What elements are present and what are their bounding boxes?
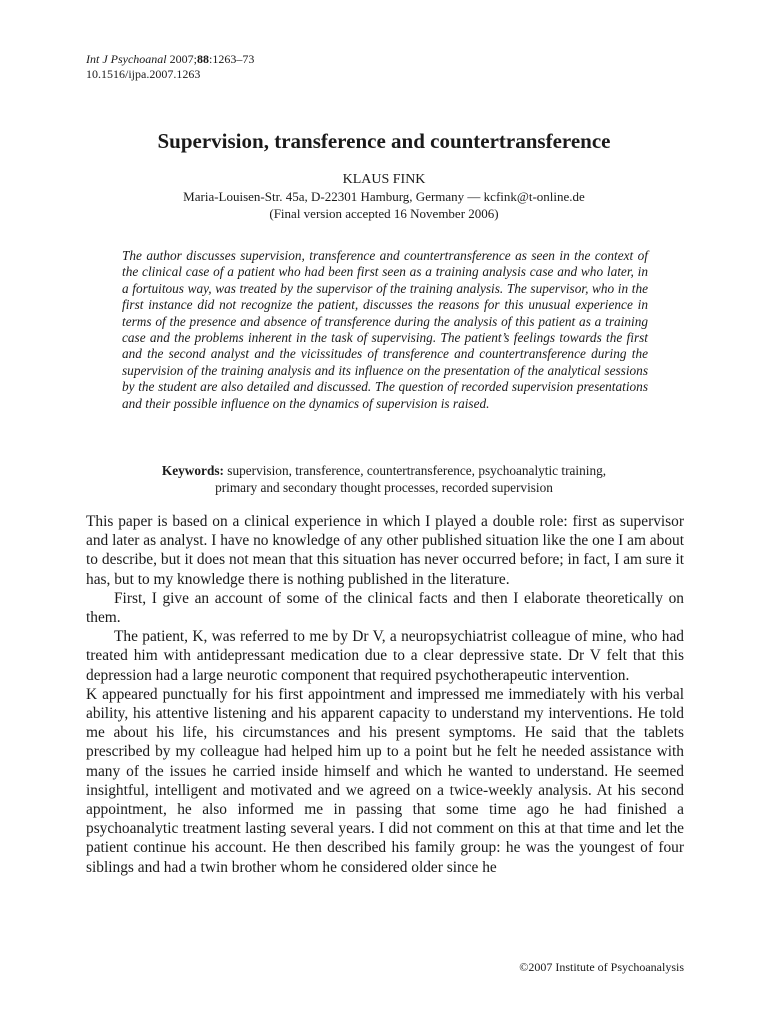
- body-paragraph-4: K appeared punctually for his first appointment and impressed me immediately with his verbal ability, his attentive listening and his apparent capacity to understand my interventions. He told me about his life, his circumstances and his present symptoms. He said that the tablets prescribed by my colleague had helped him up to a point but he felt he needed assistance with many of the issues he carried inside himself and which he wanted to understand. He seemed insightful, intelligent and motivated and we agreed on a twice-weekly analysis. At his second appointment, he also informed me in passing that some time ago he had finished a psychoanalytic treatment lasting several years. I did not comment on this at that time and let the patient continue his account. He then described his family group: he was the youngest of four siblings and had a twin brother whom he considered older since he: [86, 685, 684, 876]
- author-address: Maria-Louisen-Str. 45a, D-22301 Hamburg, Germany — kcfink@t-online.de: [183, 189, 585, 204]
- author-name: KLAUS FINK: [342, 172, 426, 187]
- doi: 10.1516/ijpa.2007.1263: [86, 67, 201, 81]
- keywords-line-1: [110, 462, 658, 479]
- body-paragraph-1: This paper is based on a clinical experience in which I played a double role: first as supervisor and later as analyst. I have no knowledge of any other published situation like the one I am about to describe, but it does not mean that this situation has never occurred before; in fact, I am sure it has, but to my knowledge there is nothing published in the literature.: [86, 513, 684, 588]
- copyright-notice: ©2007 Institute of Psychoanalysis: [519, 960, 684, 974]
- final-version-note: (Final version accepted 16 November 2006): [269, 206, 499, 221]
- keywords-text-1: supervision, transference, countertransference, psychoanalytic training,: [227, 463, 607, 478]
- citation-block: [86, 52, 254, 82]
- citation-pages: :1263–73: [209, 52, 255, 66]
- citation-volume: 88: [197, 52, 209, 66]
- body-text: [86, 512, 684, 877]
- journal-name: Int J Psychoanal: [86, 52, 167, 66]
- paper-title: Supervision, transference and countertransference: [157, 129, 611, 153]
- keywords-label: Keywords:: [161, 463, 224, 478]
- journal-citation: [86, 52, 254, 67]
- abstract: The author discusses supervision, transference and countertransference as seen in the context of the clinical case of a patient who had been first seen as a training analysis case and who later, in a fortuitous way, was treated by the supervisor of the training analysis. The supervisor, who in the first instance did not recognize the patient, discusses the reasons for this unusual experience in terms of the presence and absence of transference during the analysis of this patient as a training case and the problems inherent in the task of supervising. The patient’s feelings towards the first and the second analyst and the vicissitudes of transference and countertransference during the supervision of the training analysis and its influence on the presentation of the analytical sessions by the student are also detailed and discussed. The question of recorded supervision presentations and their possible influence on the dynamics of supervision is raised.: [122, 248, 648, 411]
- citation-year: 2007;: [169, 52, 197, 66]
- body-paragraph-2: First, I give an account of some of the clinical facts and then I elaborate theoretically on them.: [86, 589, 684, 627]
- body-paragraph-3: The patient, K, was referred to me by Dr V, a neuropsychiatrist colleague of mine, who had treated him with antidepressant medication due to a clear depressive state. Dr V felt that this depression had a large neurotic component that required psychotherapeutic intervention.: [86, 628, 684, 684]
- keywords-text-2: primary and secondary thought processes, recorded supervision: [215, 480, 553, 495]
- keywords-block: [110, 462, 658, 496]
